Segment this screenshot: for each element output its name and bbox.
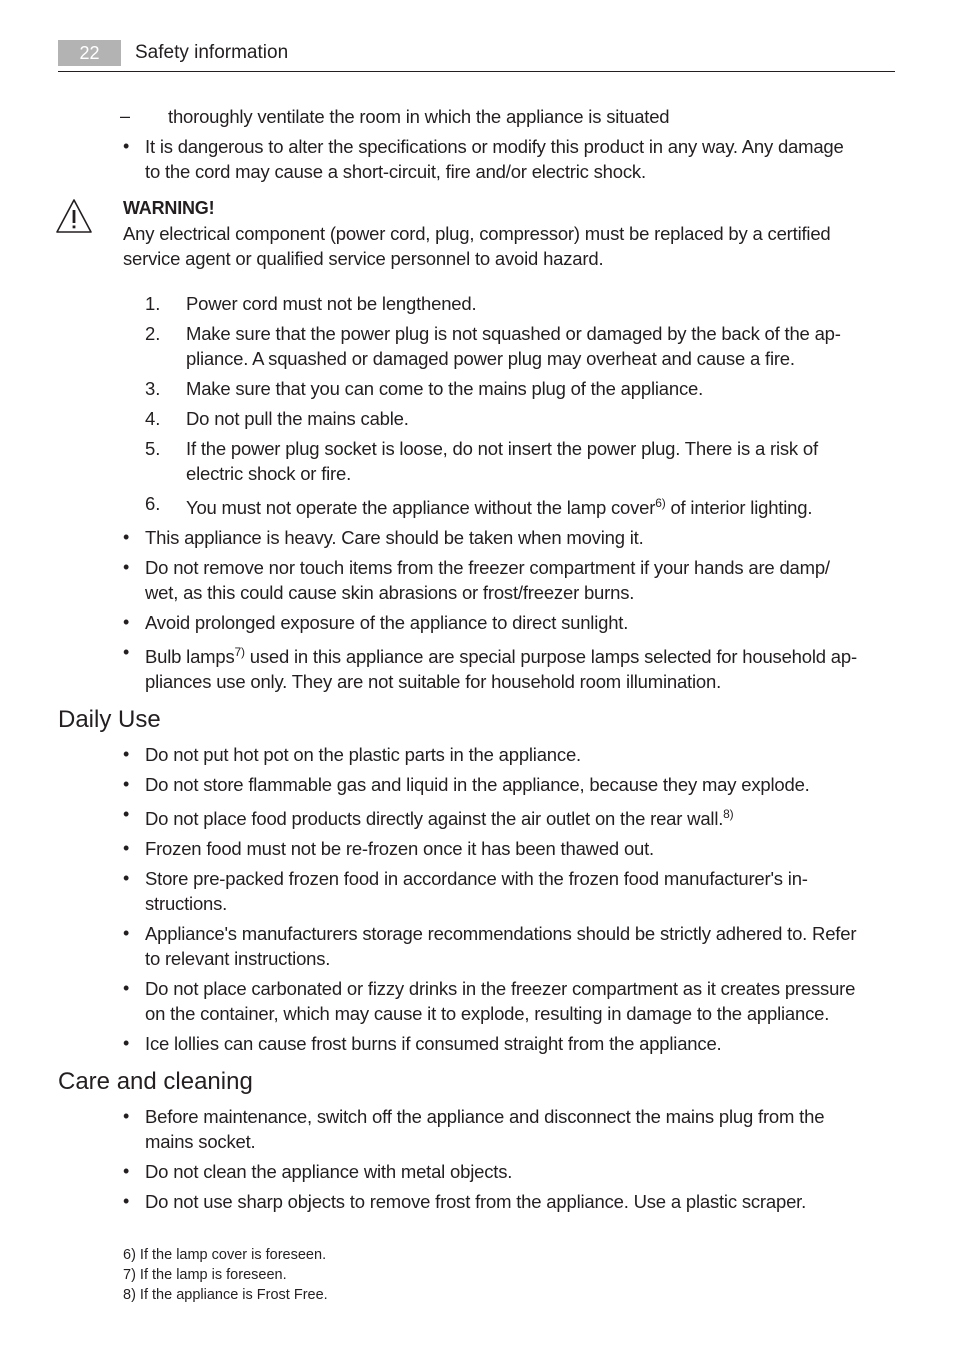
bullet-marker: • [123,804,130,824]
bullet-text-line: Do not store flammable gas and liquid in the appliance, because they may explode. [145,774,810,795]
list-number: 2. [145,323,161,344]
bullet-text-line: on the container, which may cause it to explode, resulting in damage to the appliance. [145,1003,830,1024]
bullet-text-line: Avoid prolonged exposure of the appliance to direct sunlight. [145,612,629,633]
numbered-item-line: electric shock or fire. [186,463,352,484]
dash-item: thoroughly ventilate the room in which the appliance is situated [168,106,670,127]
text-run: of interior lighting. [665,497,813,518]
warning-triangle-icon [55,198,93,234]
bullet-marker: • [123,774,130,794]
bullet-text-line: This appliance is heavy. Care should be taken when moving it. [145,527,644,548]
numbered-item-line: If the power plug socket is loose, do not insert the power plug. There is a risk of [186,438,818,459]
bullet-marker: • [123,1106,130,1126]
numbered-item-line: Do not pull the mains cable. [186,408,409,429]
bullet-text-line: Ice lollies can cause frost burns if consumed straight from the appliance. [145,1033,722,1054]
text-run: used in this appliance are special purpose lamps selected for household ap- [244,646,857,667]
bullet-marker: • [123,527,130,547]
bullet-marker: • [123,557,130,577]
page-header [58,40,895,72]
bullet-text-line: structions. [145,893,228,914]
footnote: 7) If the lamp is foreseen. [123,1267,287,1283]
bullet-marker: • [123,642,130,662]
bullet-text-line: mains socket. [145,1131,256,1152]
bullet-text-line: Appliance's manufacturers storage recommendations should be strictly adhered to. Refer [145,923,857,944]
text-run: Do not place food products directly against the air outlet on the rear wall. [145,808,724,829]
care-cleaning-heading: Care and cleaning [58,1068,253,1095]
bullet-marker: • [123,1161,130,1181]
footnote-ref: 6) [655,496,666,510]
numbered-item-line: pliance. A squashed or damaged power plug may overheat and cause a fire. [186,348,795,369]
bullet-text-line: pliances use only. They are not suitable for household room illumination. [145,671,722,692]
bullet-text-line: Do not remove nor touch items from the freezer compartment if your hands are damp/ [145,557,830,578]
bullet-marker: • [123,923,130,943]
bullet-text-line: It is dangerous to alter the specifications or modify this product in any way. Any damage [145,136,844,157]
bullet-text-line: Store pre-packed frozen food in accordance with the frozen food manufacturer's in- [145,868,808,889]
bullet-text-line: Do not place carbonated or fizzy drinks in the freezer compartment as it creates pressure [145,978,856,999]
bullet-text-line: wet, as this could cause skin abrasions or frost/freezer burns. [145,582,635,603]
bullet-marker: • [123,838,130,858]
list-number: 1. [145,293,161,314]
bullet-marker: • [123,744,130,764]
dash-marker: – [120,106,131,126]
list-number: 5. [145,438,161,459]
list-number: 4. [145,408,161,429]
numbered-item-line: Make sure that you can come to the mains plug of the appliance. [186,378,704,399]
list-number: 3. [145,378,161,399]
warning-text-line: Any electrical component (power cord, plug, compressor) must be replaced by a certified [123,223,831,244]
numbered-item-line [186,495,812,520]
text-run: Bulb lamps [145,646,235,667]
bullet-marker: • [123,1191,130,1211]
bullet-marker: • [123,612,130,632]
daily-use-heading: Daily Use [58,706,161,733]
bullet-marker: • [123,136,130,156]
list-number: 6. [145,493,161,514]
bullet-marker: • [123,978,130,998]
numbered-item-line: Make sure that the power plug is not squashed or damaged by the back of the ap- [186,323,841,344]
footnote-ref: 8) [723,807,734,821]
bullet-text-line: Do not put hot pot on the plastic parts in the appliance. [145,744,581,765]
page-number: 22 [58,40,121,66]
bullet-text-line: Frozen food must not be re-frozen once it has been thawed out. [145,838,654,859]
bullet-marker: • [123,1033,130,1053]
bullet-text-line [145,806,733,831]
warning-text-line: service agent or qualified service personnel to avoid hazard. [123,248,604,269]
footnote: 6) If the lamp cover is foreseen. [123,1247,327,1263]
bullet-text-line: Before maintenance, switch off the appliance and disconnect the mains plug from the [145,1106,825,1127]
numbered-item-line: Power cord must not be lengthened. [186,293,477,314]
bullet-text-line: to relevant instructions. [145,948,331,969]
warning-title: WARNING! [123,198,215,218]
section-title: Safety information [135,42,289,63]
bullet-text-line: to the cord may cause a short-circuit, fire and/or electric shock. [145,161,646,182]
bullet-text-line: Do not clean the appliance with metal objects. [145,1161,513,1182]
bullet-text-line: Do not use sharp objects to remove frost from the appliance. Use a plastic scraper. [145,1191,807,1212]
bullet-text-line [145,644,857,669]
footnote-ref: 7) [234,645,245,659]
footnote: 8) If the appliance is Frost Free. [123,1287,328,1303]
text-run: You must not operate the appliance without the lamp cover [186,497,656,518]
bullet-marker: • [123,868,130,888]
